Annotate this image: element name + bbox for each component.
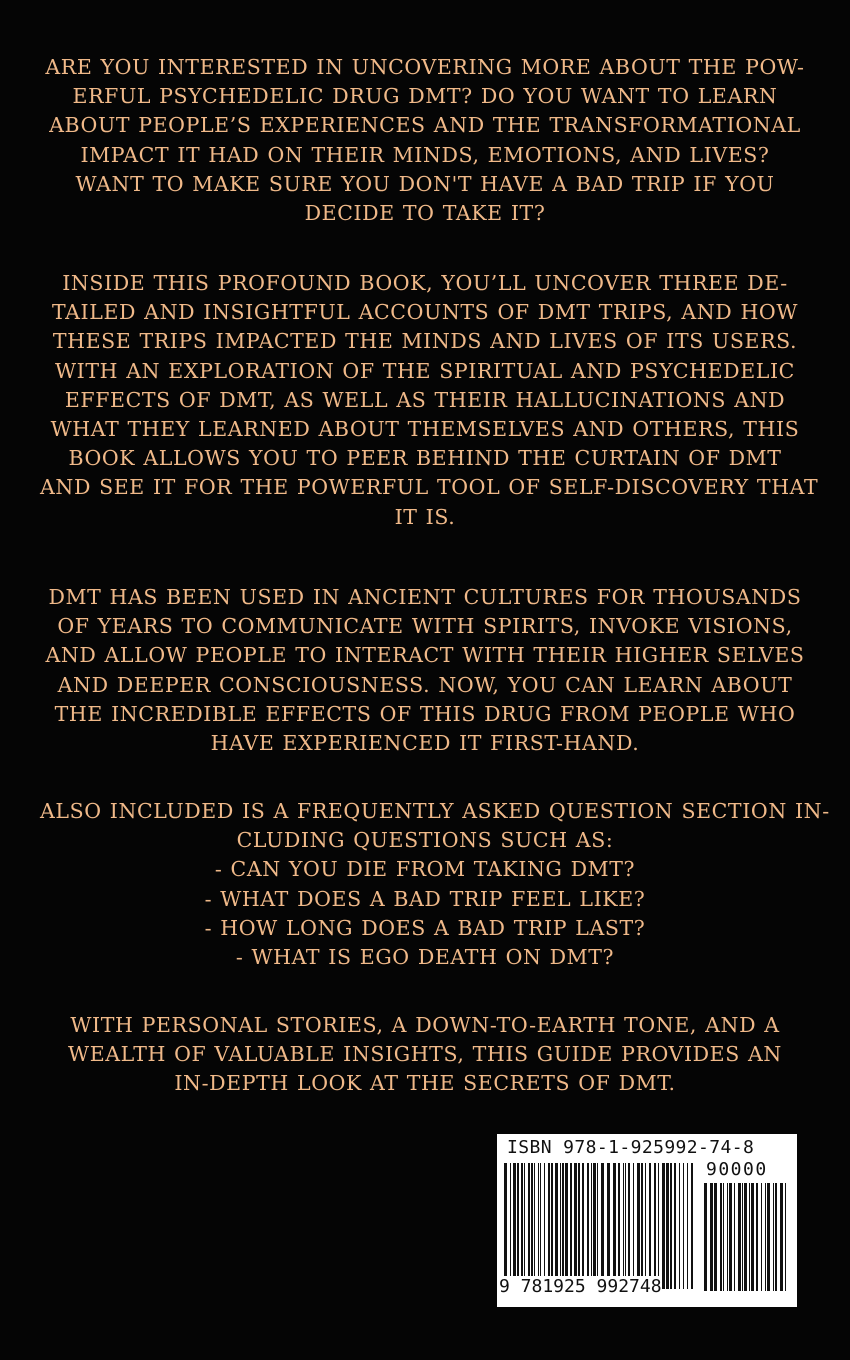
barcode-bar (623, 1163, 624, 1289)
text-line: THESE TRIPS IMPACTED THE MINDS AND LIVES OF ITS USERS. (52, 329, 798, 354)
text-line: OF YEARS TO COMMUNICATE WITH SPIRITS, INVOKE VISIONS, (57, 614, 793, 639)
text-line: TAILED AND INSIGHTFUL ACCOUNTS OF DMT TRIPS, AND HOW (52, 300, 798, 325)
text-line: CLUDING QUESTIONS SUCH AS: (236, 828, 614, 853)
barcode-bar (591, 1163, 592, 1289)
addon-barcode-bars (704, 1183, 789, 1291)
text-line: WEALTH OF VALUABLE INSIGHTS, THIS GUIDE PROVIDES AN (68, 1042, 782, 1067)
description-paragraph-3 (40, 583, 810, 758)
barcode-bar (565, 1163, 568, 1289)
barcode-bar (704, 1183, 707, 1291)
text-line: WANT TO MAKE SURE YOU DON'T HAVE A BAD TRIP IF YOU (75, 171, 775, 196)
barcode-bar (767, 1183, 770, 1291)
barcode-bar (593, 1163, 596, 1289)
text-line: AND SEE IT FOR THE POWERFUL TOOL OF SELF-DISCOVERY THAT (40, 475, 819, 500)
price-code: 90000 (706, 1159, 768, 1180)
barcode-bar (670, 1163, 672, 1289)
barcode-bar (744, 1183, 747, 1291)
barcode-bar (517, 1163, 519, 1289)
barcode-bar (727, 1183, 728, 1291)
text-line: EFFECTS OF DMT, AS WELL AS THEIR HALLUCINATIONS AND (64, 387, 786, 412)
text-line: INSIDE THIS PROFOUND BOOK, YOU’LL UNCOVER THREE DE- (62, 271, 788, 295)
barcode-bar (691, 1163, 693, 1289)
description-paragraph-2 (40, 269, 819, 532)
barcode-bar (756, 1183, 758, 1291)
barcode-bar (738, 1183, 741, 1291)
barcode-bars (504, 1163, 696, 1289)
barcode-bar (510, 1163, 511, 1289)
barcode-bar (734, 1183, 735, 1291)
text-line: IT IS. (394, 504, 456, 529)
barcode-bar (574, 1163, 577, 1289)
barcode-bar (773, 1183, 774, 1291)
barcode-bar (570, 1163, 572, 1289)
barcode-bar (637, 1163, 640, 1289)
text-line: DMT HAS BEEN USED IN ANCIENT CULTURES FOR THOUSANDS (48, 585, 802, 609)
barcode-bar (531, 1163, 533, 1289)
barcode-bar (633, 1163, 634, 1289)
text-line: WHAT THEY LEARNED ABOUT THEMSELVES AND OTHERS, THIS (50, 417, 800, 442)
text-line: IMPACT IT HAD ON THEIR MINDS, EMOTIONS, AND LIVES? (80, 142, 770, 167)
barcode-bar (528, 1163, 530, 1289)
barcode-bar (625, 1163, 626, 1289)
barcode-bar (658, 1163, 659, 1289)
barcode-number: 9 781925 992748 (499, 1276, 662, 1297)
text-line: ALSO INCLUDED IS A FREQUENTLY ASKED QUESTION SECTION IN- (40, 799, 830, 823)
faq-question: - WHAT DOES A BAD TRIP FEEL LIKE? (204, 886, 646, 911)
barcode-bar (780, 1183, 783, 1291)
barcode-bar (544, 1163, 545, 1289)
isbn-barcode (497, 1134, 797, 1307)
barcode-bar (601, 1163, 604, 1289)
barcode-bar (560, 1163, 561, 1289)
faq-question: - HOW LONG DOES A BAD TRIP LAST? (204, 915, 646, 940)
barcode-bar (521, 1163, 523, 1289)
text-line: ABOUT PEOPLE’S EXPERIENCES AND THE TRANSFORMATIONAL (49, 113, 801, 138)
barcode-bar (654, 1163, 656, 1289)
faq-paragraph (40, 797, 830, 972)
barcode-bar (742, 1183, 743, 1291)
barcode-bar (729, 1183, 732, 1291)
barcode-bar (674, 1163, 676, 1289)
text-line: ARE YOU INTERESTED IN UNCOVERING MORE ABOUT THE POW- (45, 55, 805, 79)
barcode-bar (524, 1163, 525, 1289)
barcode-bar (749, 1183, 750, 1291)
text-line: HAVE EXPERIENCED IT FIRST-HAND. (210, 731, 640, 756)
barcode-bar (683, 1163, 684, 1289)
text-line: WITH PERSONAL STORIES, A DOWN-TO-EARTH TONE, AND A (70, 1013, 780, 1037)
barcode-bar (710, 1183, 713, 1291)
barcode-bar (578, 1163, 580, 1289)
barcode-bar (587, 1163, 589, 1289)
barcode-bar (607, 1163, 610, 1289)
text-line: AND DEEPER CONSCIOUSNESS. NOW, YOU CAN LEARN ABOUT (57, 672, 793, 697)
barcode-bar (714, 1183, 717, 1291)
barcode-bar (666, 1163, 669, 1289)
barcode-bar (540, 1163, 541, 1289)
barcode-bar (504, 1163, 507, 1289)
barcode-bar (687, 1163, 688, 1289)
barcode-bar (597, 1163, 598, 1289)
barcode-bar (785, 1183, 786, 1291)
barcode-bar (618, 1163, 620, 1289)
barcode-bar (582, 1163, 584, 1289)
barcode-bar (562, 1163, 564, 1289)
text-line: THE INCREDIBLE EFFECTS OF THIS DRUG FROM PEOPLE WHO (54, 701, 796, 726)
barcode-bar (628, 1163, 630, 1289)
barcode-bar (548, 1163, 550, 1289)
barcode-bar (723, 1183, 724, 1291)
barcode-bar (761, 1183, 762, 1291)
barcode-bar (513, 1163, 516, 1289)
barcode-bar (775, 1183, 777, 1291)
text-line: BOOK ALLOWS YOU TO PEER BEHIND THE CURTAIN OF DMT (68, 446, 782, 471)
barcode-bar (538, 1163, 539, 1289)
barcode-bar (613, 1163, 616, 1289)
barcode-bar (720, 1183, 722, 1291)
barcode-bar (551, 1163, 553, 1289)
text-line: WITH AN EXPLORATION OF THE SPIRITUAL AND PSYCHEDELIC (55, 358, 795, 383)
barcode-bar (645, 1163, 646, 1289)
barcode-bar (679, 1163, 680, 1289)
faq-question: - WHAT IS EGO DEATH ON DMT? (235, 945, 615, 970)
text-line: AND ALLOW PEOPLE TO INTERACT WITH THEIR HIGHER SELVES (45, 643, 805, 668)
barcode-bar (662, 1163, 665, 1289)
barcode-bar (555, 1163, 558, 1289)
text-line: IN-DEPTH LOOK AT THE SECRETS OF DMT. (174, 1071, 676, 1096)
text-line: DECIDE TO TAKE IT? (304, 201, 546, 226)
barcode-bar (751, 1183, 754, 1291)
text-line: ERFUL PSYCHEDELIC DRUG DMT? DO YOU WANT TO LEARN (72, 84, 778, 109)
barcode-bar (649, 1163, 651, 1289)
closing-paragraph (40, 1011, 810, 1099)
faq-question: - CAN YOU DIE FROM TAKING DMT? (214, 857, 636, 882)
barcode-bar (765, 1183, 766, 1291)
isbn-label: ISBN 978-1-925992-74-8 (507, 1137, 755, 1158)
barcode-bar (641, 1163, 643, 1289)
description-paragraph-1 (40, 53, 810, 228)
barcode-bar (534, 1163, 535, 1289)
